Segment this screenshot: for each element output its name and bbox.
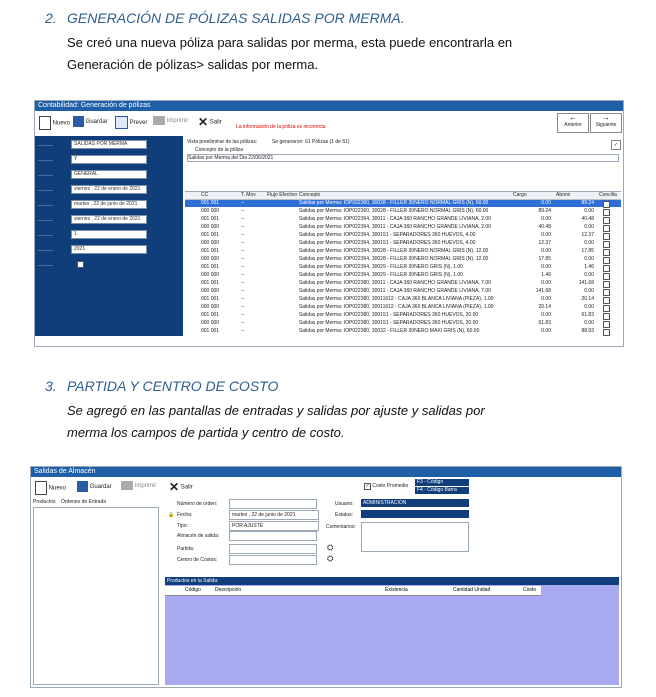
cell-abono: 40.48 <box>581 216 594 222</box>
table-row[interactable] <box>185 288 621 295</box>
cell-cc: 000 000 <box>201 304 220 310</box>
nuevo-button-2[interactable] <box>35 481 66 495</box>
cell-cc: 001 001 <box>201 216 220 222</box>
preview-icon <box>115 116 128 129</box>
cell-cc: 000 000 <box>201 288 220 294</box>
cell-abono: 12.37 <box>581 232 594 238</box>
lock-icon: 🔒 <box>168 512 175 518</box>
centro-costos-label: Centro de Costos: <box>177 557 218 563</box>
cell-tmov: -- <box>241 288 245 294</box>
partida-label: Partida: <box>177 546 195 552</box>
cell-cargo: 0.00 <box>541 248 551 254</box>
cell-tmov: -- <box>241 216 245 222</box>
cell-cargo: 0.00 <box>541 296 551 302</box>
concilia-checkbox[interactable] <box>603 297 610 304</box>
imprimir-label-2: Imprimir <box>134 483 157 490</box>
concilia-checkbox[interactable] <box>603 249 610 256</box>
nuevo-button[interactable] <box>39 116 70 130</box>
form-field-3[interactable]: GENERAL <box>71 170 147 179</box>
col-header-abono: Abono <box>556 192 571 198</box>
guardar-button[interactable] <box>73 116 108 127</box>
check-button[interactable] <box>611 140 621 150</box>
cell-concepto: Salidas por Merma: IOP022364, 300151 - SEPARADORES 360 HUEVOS, 4.00 <box>299 240 476 246</box>
concepto-field[interactable]: Salidas por Merma del Dia 22/06/2021 <box>187 154 619 162</box>
check-icon: ✓ <box>613 142 619 148</box>
cell-cargo: 17.85 <box>538 256 551 262</box>
form-checkbox[interactable] <box>77 261 84 268</box>
comentarios-textarea[interactable] <box>361 522 469 552</box>
concilia-checkbox[interactable] <box>603 201 610 208</box>
imprimir-button[interactable] <box>153 116 188 125</box>
cell-concepto: Salidas por Merma: IOP022360, 30028 - FILLER 30NERO NORMAL GRIS (N), 60.00 <box>299 208 489 214</box>
table-row[interactable] <box>185 280 621 287</box>
section-3-title: PARTIDA Y CENTRO DE COSTO <box>67 378 279 394</box>
form-field-2[interactable]: Y <box>71 155 147 164</box>
cell-tmov: -- <box>241 304 245 310</box>
screenshot-generacion-polizas <box>34 100 624 347</box>
cell-cc: 001 001 <box>201 296 220 302</box>
cell-tmov: -- <box>241 328 245 334</box>
cell-tmov: -- <box>241 280 245 286</box>
concilia-checkbox[interactable] <box>603 281 610 288</box>
new-document-icon <box>39 116 51 130</box>
cell-concepto: Salidas por Merma: IOP022380, 300151 - SEPARADORES 360 HUEVOS, 20.00 <box>299 320 479 326</box>
table-row[interactable] <box>185 312 621 319</box>
col-codigo: Código <box>185 587 201 593</box>
concilia-checkbox[interactable] <box>603 257 610 264</box>
cell-tmov: -- <box>241 248 245 254</box>
almacen-select[interactable] <box>229 531 317 541</box>
checkbox-checked-icon: ✓ <box>365 483 370 489</box>
estatus-label: Estatus: <box>335 512 354 518</box>
cell-abono: 0.00 <box>584 320 594 326</box>
cell-cc: 001 001 <box>201 312 220 318</box>
cell-concepto: Salidas por Merma: IOP022380, 30011 - CAJA 360 RANCHO GRANDE LIVIANA, 7.00 <box>299 288 491 294</box>
new-document-icon <box>35 481 47 495</box>
col-cantidad-unidad: Cantidad Unidad <box>453 587 491 593</box>
col-costo: Costo <box>523 587 537 593</box>
cell-abono: 0.00 <box>584 224 594 230</box>
cell-cc: 001 001 <box>201 264 220 270</box>
cell-cargo: 20.14 <box>538 304 551 310</box>
section-3-heading <box>45 378 278 394</box>
products-header <box>165 586 541 596</box>
col-header-tmov: T. Mov <box>241 192 256 198</box>
cell-cc: 000 000 <box>201 224 220 230</box>
f3-badge: F3 - Código <box>415 479 469 486</box>
centro-costos-input[interactable] <box>229 555 317 565</box>
col-header-concilia: Concilia <box>599 192 617 198</box>
cell-tmov: -- <box>241 272 245 278</box>
form-label-2: ——— <box>38 158 53 164</box>
cell-cc: 000 000 <box>201 208 220 214</box>
siguiente-label: Siguiente <box>595 122 617 128</box>
close-x-icon: ✕ <box>198 115 209 129</box>
cell-abono: 17.85 <box>581 248 594 254</box>
productos-salida-panel <box>165 577 619 685</box>
table-row[interactable] <box>185 320 621 327</box>
form-label-5: ——— <box>38 203 53 209</box>
cell-concepto: Salidas por Merma: IOP022364, 30028 - FILLER 30NERO NORMAL GRIS (N), 12.00 <box>299 248 489 254</box>
form-label-7: ——— <box>38 233 53 239</box>
close-x-icon: ✕ <box>169 480 180 494</box>
cell-cargo: 0.00 <box>541 264 551 270</box>
col-header-cc: CC <box>201 192 209 198</box>
usuario-label: Usuario: <box>335 501 354 507</box>
form-label-8: ——— <box>38 248 53 254</box>
cell-tmov: -- <box>241 264 245 270</box>
concilia-checkbox[interactable] <box>603 217 610 224</box>
col-existencia: Existencia <box>385 587 408 593</box>
siguiente-button[interactable] <box>590 113 622 133</box>
cell-cc: 001 001 <box>201 232 220 238</box>
cell-abono: 0.00 <box>584 272 594 278</box>
usuario-field: ADMINISTRACION <box>361 499 469 507</box>
productos-list[interactable] <box>33 507 159 685</box>
cell-abono: 0.00 <box>584 208 594 214</box>
cell-cc: 001 001 <box>201 200 220 206</box>
cell-cargo: 40.48 <box>538 224 551 230</box>
cell-concepto: Salidas por Merma: IOP022364, 30029 - FILLER 30NERO GRIS (N), 1.00 <box>299 272 463 278</box>
cell-cargo: 0.00 <box>541 200 551 206</box>
generated-count: Se generaron: 61 Pólizas (1 de 61) <box>272 139 350 145</box>
guardar-label-2: Guardar <box>89 484 112 491</box>
preview-label: Vista preeliminar de las pólizas: <box>187 139 258 145</box>
cell-cargo: 12.37 <box>538 240 551 246</box>
cell-abono: 20.14 <box>581 296 594 302</box>
cell-concepto: Salidas por Merma: IOP022364, 30028 - FILLER 30NERO NORMAL GRIS (N), 12.00 <box>299 256 489 262</box>
cell-cc: 001 001 <box>201 280 220 286</box>
cell-cc: 000 000 <box>201 320 220 326</box>
cell-cc: 001 001 <box>201 248 220 254</box>
cell-tmov: -- <box>241 224 245 230</box>
cell-cargo: 141.68 <box>535 288 551 294</box>
cell-cargo: 0.00 <box>541 312 551 318</box>
form-label-4: ——— <box>38 188 53 194</box>
grid-header <box>185 192 621 200</box>
tab-ordenes-entrada[interactable]: Órdenes de Entrada <box>61 499 107 505</box>
productos-salida-title: Productos en la Salida: <box>165 577 619 585</box>
cell-abono: 1.46 <box>584 264 594 270</box>
tipo-poliza-field[interactable]: SALIDAS POR MERMA <box>71 140 147 149</box>
concilia-checkbox[interactable] <box>603 273 610 280</box>
col-header-flujo: Flujo Efectivo <box>267 192 298 198</box>
concilia-checkbox[interactable] <box>603 329 610 336</box>
table-row[interactable] <box>185 200 621 207</box>
cell-tmov: -- <box>241 296 245 302</box>
concilia-checkbox[interactable] <box>603 209 610 216</box>
section-2-body-line1: Se creó una nueva póliza para salidas por merma, esta puede encontrarla en <box>67 35 513 50</box>
cell-abono: 141.68 <box>578 280 594 286</box>
cell-abono: 89.24 <box>581 200 594 206</box>
cell-tmov: -- <box>241 208 245 214</box>
concepto-label: Concepto de la póliza <box>195 147 244 153</box>
section-3-body-line1: Se agregó en las pantallas de entradas y salidas por ajuste y salidas por <box>67 403 485 418</box>
col-descripcion: Descripción <box>215 587 242 593</box>
form-field-8[interactable]: 2021 <box>71 245 147 254</box>
cell-concepto: Salidas por Merma: IOP022364, 30011 - CAJA 360 RANCHO GRANDE LIVIANA, 2.00 <box>299 224 491 230</box>
concilia-checkbox[interactable] <box>603 305 610 312</box>
concilia-checkbox[interactable] <box>603 225 610 232</box>
binoculars-icon[interactable]: ⛭ <box>327 554 334 563</box>
nuevo-label-2: Nuevo <box>48 485 67 492</box>
tipo-select[interactable]: POR AJUSTE <box>229 521 319 531</box>
window-title: Contabilidad: Generación de pólizas <box>35 101 623 111</box>
table-row[interactable] <box>185 240 621 247</box>
cell-abono: 0.00 <box>584 304 594 310</box>
table-row[interactable] <box>185 208 621 215</box>
table-row[interactable] <box>185 248 621 255</box>
section-3-number: 3. <box>45 378 57 394</box>
salir-button-2[interactable] <box>169 481 193 493</box>
cell-abono: 0.00 <box>584 256 594 262</box>
tipo-label: Tipo: <box>177 523 188 529</box>
window-title-2: Salidas de Almacén <box>31 467 621 477</box>
tab-productos[interactable]: Productos <box>33 499 56 505</box>
cell-concepto: Salidas por Merma: IOP022364, 30011 - CAJA 360 RANCHO GRANDE LIVIANA, 2.00 <box>299 216 491 222</box>
numero-orden-input[interactable] <box>229 499 317 509</box>
cell-abono: 88.93 <box>581 328 594 334</box>
salir-label: Salir <box>209 119 222 126</box>
nuevo-label: Nuevo <box>52 120 71 127</box>
alert-message: La información de la póliza es incorrecta <box>236 124 326 130</box>
table-row[interactable] <box>185 304 621 311</box>
cell-cargo: 0.00 <box>541 328 551 334</box>
table-row[interactable] <box>185 328 621 335</box>
table-row[interactable] <box>185 216 621 223</box>
cell-abono: 0.00 <box>584 288 594 294</box>
cell-concepto: Salidas por Merma: IOP022364, 300151 - SEPARADORES 360 HUEVOS, 4.00 <box>299 232 476 238</box>
section-2-heading <box>45 10 405 26</box>
form-label-9: ——— <box>38 263 53 269</box>
almacen-label: Almacén de salida: <box>177 533 220 539</box>
prever-button[interactable] <box>115 116 147 129</box>
cell-tmov: -- <box>241 232 245 238</box>
section-2-body-line2: Generación de pólizas> salidas por merma. <box>67 57 319 72</box>
cell-abono: 0.00 <box>584 240 594 246</box>
printer-icon <box>121 481 133 490</box>
concilia-checkbox[interactable] <box>603 265 610 272</box>
cell-cargo: 1.46 <box>541 272 551 278</box>
cell-tmov: -- <box>241 240 245 246</box>
f4-badge: F4 - Código Barra <box>415 487 469 494</box>
save-icon <box>77 481 88 492</box>
table-row[interactable] <box>185 224 621 231</box>
fecha-label: Fecha: <box>177 512 193 518</box>
concilia-checkbox[interactable] <box>603 289 610 296</box>
estatus-field <box>361 510 469 518</box>
form-label-1: ——— <box>38 143 53 149</box>
fecha-input[interactable]: martes , 22 de junio de 2021 <box>229 510 319 520</box>
table-row[interactable] <box>185 232 621 239</box>
salir-label-2: Salir <box>180 484 193 491</box>
cell-concepto: Salidas por Merma: IOP022380, 30011 - CAJA 360 RANCHO GRANDE LIVIANA, 7.00 <box>299 280 491 286</box>
imprimir-button-2[interactable] <box>121 481 156 490</box>
guardar-button-2[interactable] <box>77 481 112 492</box>
screenshot-salidas-almacen <box>30 466 622 688</box>
section-2-title: GENERACIÓN DE PÓLIZAS SALIDAS POR MERMA. <box>67 10 405 26</box>
cell-concepto: Salidas por Merma: IOP022380, 30032 - FILLER 30NERO MAXI GRIS (N), 60.00 <box>299 328 480 334</box>
binoculars-icon[interactable]: ⛭ <box>327 543 334 552</box>
date-field-1[interactable]: viernes , 22 de enero de 2021 <box>71 185 147 194</box>
cell-tmov: -- <box>241 200 245 206</box>
cell-cargo: 61.83 <box>538 320 551 326</box>
cell-cc: 001 001 <box>201 328 220 334</box>
partida-input[interactable] <box>229 544 317 554</box>
save-icon <box>73 116 84 127</box>
cell-cargo: 0.00 <box>541 216 551 222</box>
concilia-checkbox[interactable] <box>603 321 610 328</box>
guardar-label: Guardar <box>85 119 108 126</box>
table-row[interactable] <box>185 256 621 263</box>
cell-cargo: 0.00 <box>541 232 551 238</box>
cell-tmov: -- <box>241 256 245 262</box>
polizas-grid <box>185 191 621 334</box>
date-field-2[interactable]: martes , 22 de junio de 2021 <box>71 200 147 209</box>
table-row[interactable] <box>185 272 621 279</box>
arrow-left-icon: ← <box>569 113 577 122</box>
printer-icon <box>153 116 165 125</box>
arrow-right-icon: → <box>602 113 610 122</box>
cell-concepto: Salidas por Merma: IOP022380, 300151 - SEPARADORES 360 HUEVOS, 20.00 <box>299 312 479 318</box>
anterior-button[interactable] <box>557 113 589 133</box>
cell-cargo: 89.24 <box>538 208 551 214</box>
imprimir-label: Imprimir <box>166 118 189 125</box>
comentarios-label: Comentarios: <box>326 524 356 530</box>
form-label-3: ——— <box>38 173 53 179</box>
concilia-checkbox[interactable] <box>603 233 610 240</box>
cell-cc: 000 000 <box>201 272 220 278</box>
cell-tmov: -- <box>241 320 245 326</box>
cell-cc: 000 000 <box>201 256 220 262</box>
concilia-checkbox[interactable] <box>603 241 610 248</box>
form-panel <box>35 136 183 336</box>
cell-concepto: Salidas por Merma: IOP022380, 30011612 - CAJA 360 BLANCA LIVIANA (PIEZA), 1.00 <box>299 304 494 310</box>
numero-orden-label: Número de orden: <box>177 501 218 507</box>
table-row[interactable] <box>185 296 621 303</box>
col-header-cargo: Cargo <box>513 192 527 198</box>
cell-cc: 000 000 <box>201 240 220 246</box>
anterior-label: Anterior <box>564 122 582 128</box>
cell-concepto: Salidas por Merma: IOP022360, 30028 - FILLER 30NERO NORMAL GRIS (N), 60.00 <box>299 200 489 206</box>
costo-promedio-checkbox[interactable] <box>364 483 408 490</box>
date-field-3[interactable]: viernes , 22 de enero de 2021 <box>71 215 147 224</box>
cell-concepto: Salidas por Merma: IOP022380, 30011612 - CAJA 360 BLANCA LIVIANA (PIEZA), 1.00 <box>299 296 494 302</box>
costo-promedio-label: Costo Promedio <box>372 483 409 489</box>
table-row[interactable] <box>185 264 621 271</box>
cell-abono: 61.83 <box>581 312 594 318</box>
prever-label: Prever <box>129 120 148 127</box>
concilia-checkbox[interactable] <box>603 313 610 320</box>
cell-cargo: 0.00 <box>541 280 551 286</box>
form-field-7[interactable]: 1 <box>71 230 147 239</box>
col-header-concepto: Concepto <box>299 192 321 198</box>
cell-concepto: Salidas por Merma: IOP022364, 30029 - FILLER 30NERO GRIS (N), 1.00 <box>299 264 463 270</box>
form-label-6: ——— <box>38 218 53 224</box>
section-3-body-line2: merma los campos de partida y centro de costo. <box>67 425 345 440</box>
section-2-number: 2. <box>45 10 57 26</box>
cell-tmov: -- <box>241 312 245 318</box>
salir-button[interactable] <box>198 116 222 128</box>
